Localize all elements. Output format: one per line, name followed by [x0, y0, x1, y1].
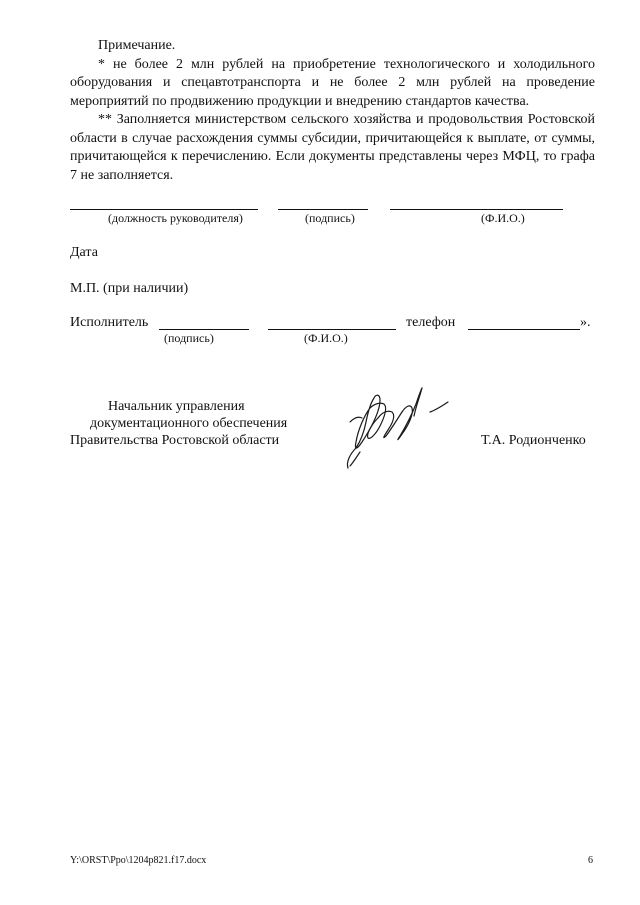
footer-page-number: 6	[588, 855, 593, 866]
signature-caption: (подпись)	[305, 211, 355, 225]
official-title-line2: документационного обеспечения	[90, 416, 288, 431]
executor-signature-caption: (подпись)	[164, 331, 214, 345]
footnote-1: * не более 2 млн рублей на приобретение технологического и холодильного оборудования и спецавтотранспорта и не более 2 млн рублей на проведение мероприятий по продвижению продукции и внедрению стандартов качества.	[70, 56, 595, 109]
phone-label: телефон	[406, 315, 456, 330]
executor-label: Исполнитель	[70, 315, 149, 330]
name-line	[390, 209, 563, 210]
executor-name-caption: (Ф.И.О.)	[304, 331, 348, 345]
date-label: Дата	[70, 245, 98, 260]
executor-name-line	[268, 329, 396, 330]
footnote-2: ** Заполняется министерством сельского хозяйства и продовольствия Ростовской области в случае расхождения суммы субсидии, причитающейся к выплате, от суммы, причитающейся к перечислению. Если документы представлены через МФЦ, то графа 7 не заполняется.	[70, 112, 595, 183]
note-heading: Примечание.	[98, 38, 176, 53]
official-title-line3: Правительства Ростовской области	[70, 433, 280, 448]
handwritten-signature	[340, 382, 455, 474]
phone-line	[468, 329, 580, 330]
note-block	[70, 37, 595, 185]
position-caption: (должность руководителя)	[108, 211, 243, 225]
footer-file-path: Y:\ORST\Ppo\1204p821.f17.docx	[70, 855, 207, 866]
position-line	[70, 209, 258, 210]
executor-closing: ».	[580, 315, 591, 330]
executor-signature-line	[159, 329, 249, 330]
seal-label: М.П. (при наличии)	[70, 281, 189, 296]
official-title-line1: Начальник управления	[108, 399, 245, 414]
name-caption: (Ф.И.О.)	[481, 211, 525, 225]
official-name: Т.А. Родионченко	[481, 433, 586, 448]
signature-line	[278, 209, 368, 210]
